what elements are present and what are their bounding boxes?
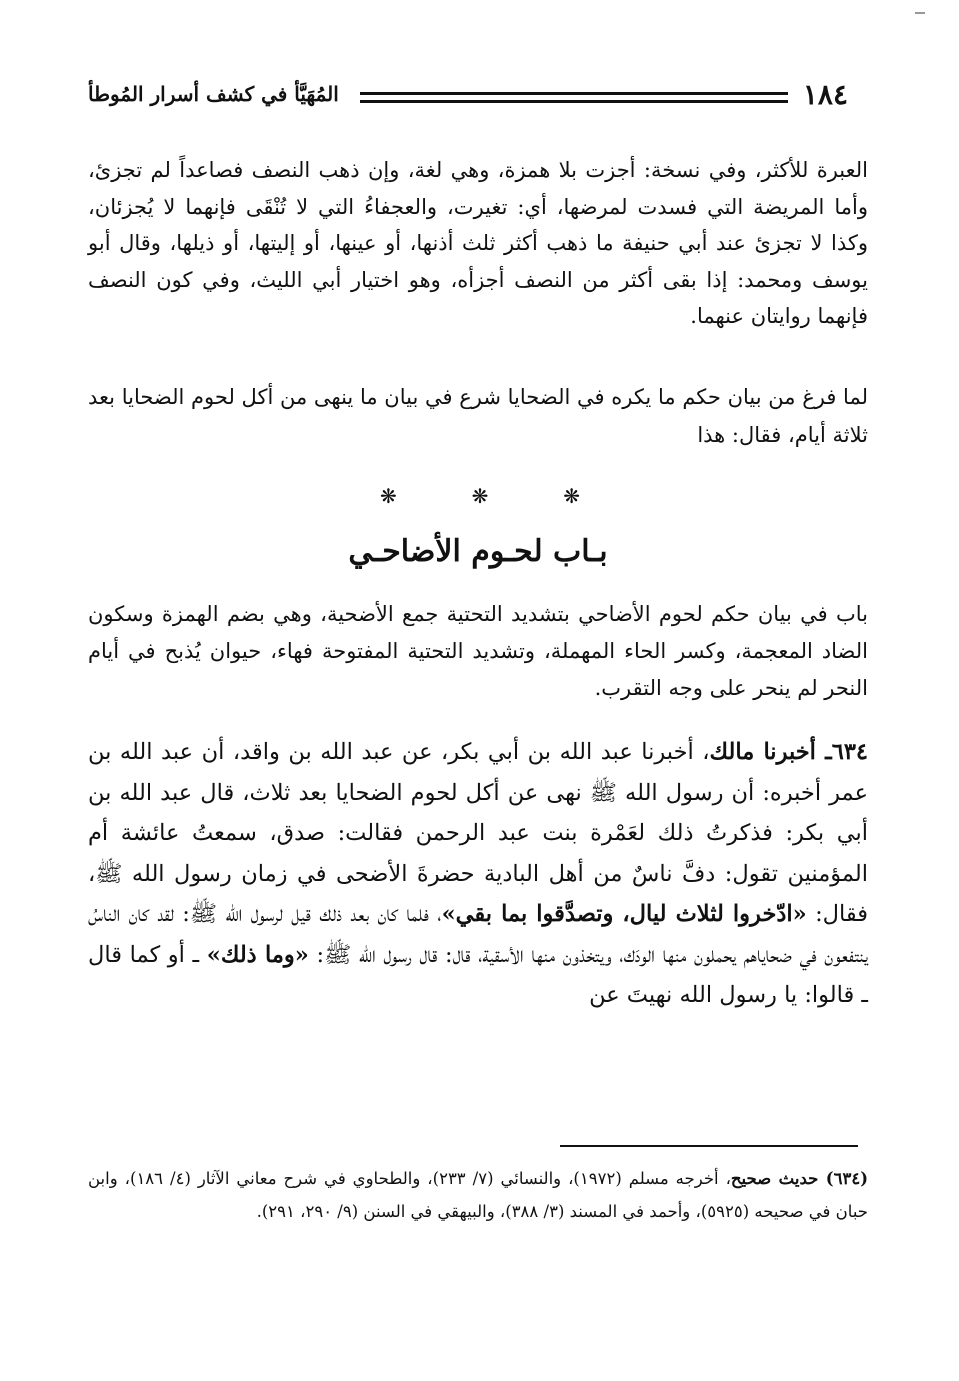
header-rule-top	[360, 92, 788, 95]
hadith-634	[88, 732, 868, 1016]
page-number: ١٨٤	[802, 78, 848, 111]
hadith-quote-1: «ادّخروا لثلاث ليال، وتصدَّقوا بما بقي»	[441, 901, 807, 927]
header-rule-bottom	[360, 100, 788, 103]
hadith-number-label: ٦٣٤ـ أخبرنا مالك	[709, 739, 868, 765]
paragraph-2: لما فرغ من بيان حكم ما يكره في الضحايا شرع في بيان ما ينهى من أكل لحوم الضحايا بعد ثلاثة أيام، فقال: هذا	[88, 385, 868, 447]
hadith-text-part-3: ـ أو كما قال ـ قالوا: يا رسول الله نهيتَ عن	[88, 941, 868, 1008]
section-separator	[380, 484, 580, 514]
paragraph-1: العبرة للأكثر، وفي نسخة: أجزت بلا همزة، وهي لغة، وإن ذهب النصف فصاعداً لم تجزئ، وأما المريضة التي فسدت لمرضها، أي: تغيرت، والعجفاءُ التي لا تُنْقَى فإنهما لا يُجزئان، وكذا لا تجزئ عند أبي حنيفة ما ذهب أكثر ثلث أذنها، أو عينها، أو إليتها، أو ذيلها، وقال أبو يوسف ومحمد: إذا بقى أكثر من النصف أجزأه، وهو اختيار أبي الليث، وفي كون النصف فإنهما روايتان عنهما.	[88, 158, 868, 328]
book-title: المُهَيَّأ في كشف أسرار المُوطأ	[88, 82, 339, 106]
footnote-label: (٦٣٤) حديث صحيح	[730, 1169, 868, 1188]
separator-star-icon: ❋	[471, 484, 489, 508]
separator-star-icon: ❋	[380, 484, 397, 508]
separator-star-icon: ❋	[563, 484, 580, 508]
footnote-text: ، أخرجه مسلم (١٩٧٢)، والنسائي (٧/ ٢٣٣)، والطحاوي في شرح معاني الآثار (٤/ ١٨٦)، وابن حبان في صحيحه (٥٩٢٥)، وأحمد في المسند (٣/ ٣٨٨)، والبيهقي في السنن (٩/ ٢٩٠، ٢٩١).	[88, 1169, 868, 1221]
section-title: بـاب لحـوم الأضاحـي	[348, 534, 608, 569]
hadith-quote-2: «وما ذلك»	[206, 941, 309, 968]
hadith-text-part-1: ، أخبرنا عبد الله بن أبي بكر، عن عبد الله بن واقد، أن عبد الله بن عمر أخبره: أن رسول الله ﷺ نهى عن أكل لحوم الضحايا بعد ثلاث، قال عبد الله بن أبي بكر: فذكرتُ ذلك لعَمْرة بنت عبد الرحمن فقالت: صدق، سمعتُ عائشة أم المؤمنين تقول: دفَّ ناسٌ من أهل البادية حضرةَ الأضحى في زمان رسول الله ﷺ، فقال:	[88, 739, 868, 927]
scan-mark	[915, 12, 925, 14]
section-intro: باب في بيان حكم لحوم الأضاحي بتشديد التحتية جمع الأضحية، وهي بضم الهمزة وسكون الضاد المعجمة، وكسر الحاء المهملة، وتشديد التحتية المفتوحة فهاء، حيوان يُذبح في أيام النحر لم ينحر على وجه التقرب.	[88, 602, 869, 700]
footnote-634	[88, 1162, 868, 1228]
page-header	[88, 72, 868, 122]
footnote-rule	[560, 1145, 858, 1147]
hadith-text-part-2: ، فلما كان بعد ذلك قيل لرسول الله ﷺ: لقد كان الناسُ ينتفعون في ضحاياهم يحملون منها الودَك، ويتخذون منها الأسقية، قال: قال رسول الله ﷺ:	[88, 901, 868, 968]
